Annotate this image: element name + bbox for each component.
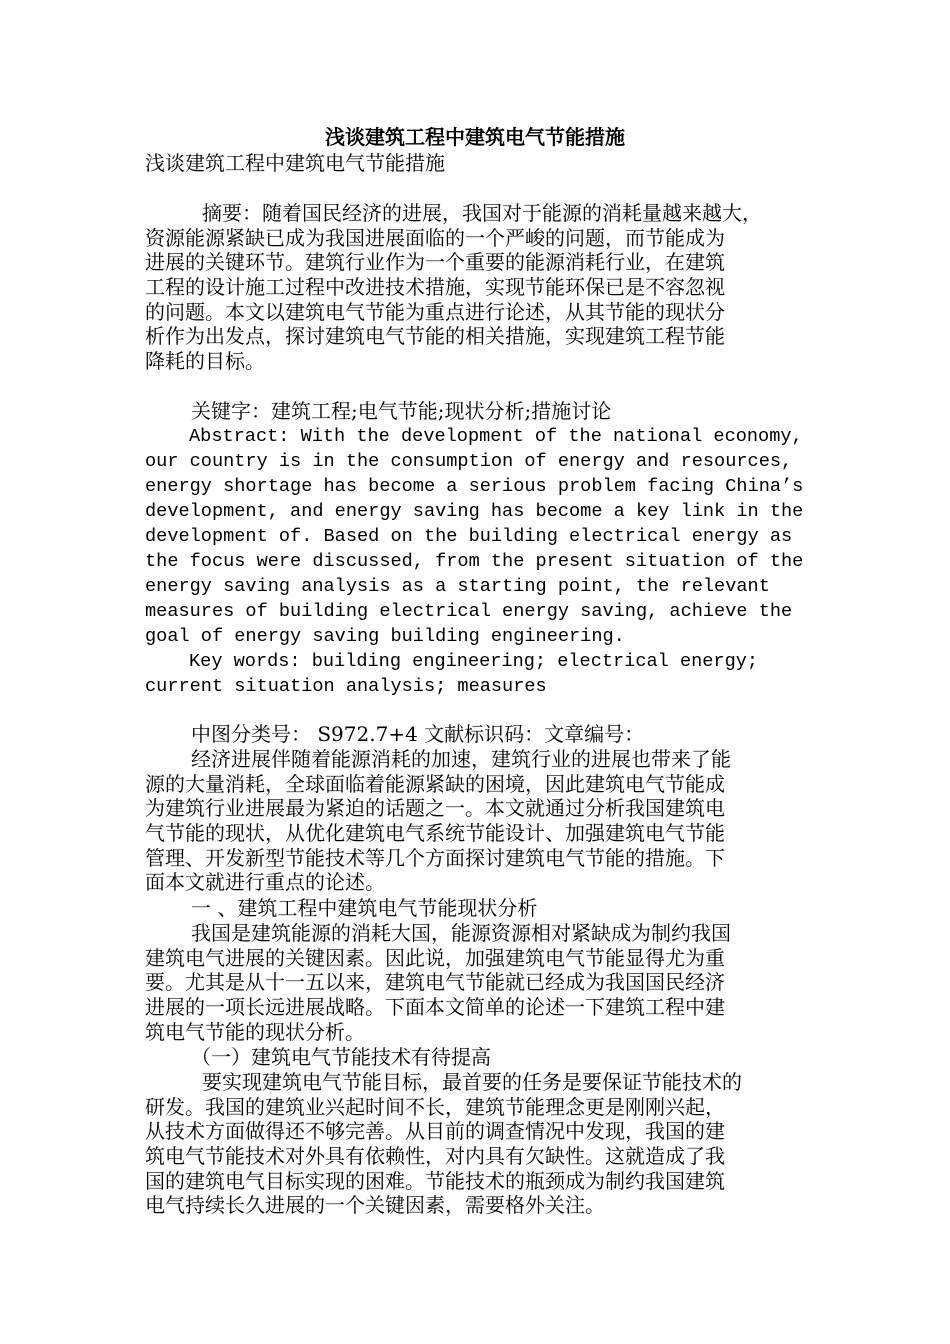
section-line: 要。尤其是从十一五以来，建筑电气节能就已经成为我国国民经济 bbox=[145, 970, 725, 995]
abstract-en-line: energy saving analysis as a starting point, the relevant bbox=[145, 576, 770, 597]
document-title: 浅谈建筑工程中建筑电气节能措施 bbox=[325, 125, 625, 149]
classification-info bbox=[145, 722, 809, 747]
subsection-heading: （一）建筑电气节能技术有待提高 bbox=[191, 1045, 491, 1069]
intro-line: 面本文就进行重点的论述。 bbox=[145, 870, 385, 895]
intro-line: 管理、开发新型节能技术等几个方面探讨建筑电气节能的措施。下 bbox=[145, 845, 725, 870]
subsection-1-body bbox=[145, 1070, 809, 1218]
subsection-line: 要实现建筑电气节能目标，最首要的任务是要保证节能技术的 bbox=[202, 1070, 742, 1094]
abstract-en-line: energy shortage has become a serious problem facing China’s bbox=[145, 476, 804, 497]
section-1-heading bbox=[145, 896, 809, 921]
abstract-en-line: goal of energy saving building engineering. bbox=[145, 626, 625, 647]
abstract-cn-line: 的问题。本文以建筑电气节能为重点进行论述，从其节能的现状分 bbox=[145, 299, 725, 324]
abstract-cn-line: 进展的关键环节。建筑行业作为一个重要的能源消耗行业，在建筑 bbox=[145, 250, 725, 275]
subsection-line: 研发。我国的建筑业兴起时间不长，建筑节能理念更是刚刚兴起， bbox=[145, 1094, 725, 1119]
intro-line: 气节能的现状，从优化建筑电气系统节能设计、加强建筑电气节能 bbox=[145, 821, 725, 846]
intro-line: 源的大量消耗，全球面临着能源紧缺的困境，因此建筑电气节能成 bbox=[145, 771, 725, 796]
keywords-cn-line: 关键字：建筑工程;电气节能;现状分析;措施讨论 bbox=[191, 399, 612, 423]
abstract-en-line: Abstract: With the development of the national economy, bbox=[189, 426, 803, 447]
abstract-en bbox=[145, 424, 809, 699]
classification-line: 中图分类号： S972.7+4 文献标识码：文章编号： bbox=[191, 722, 645, 746]
keywords-en-line: Key words: building engineering; electrical energy; bbox=[189, 651, 759, 672]
abstract-cn-line: 资源能源紧缺已成为我国进展面临的一个严峻的问题，而节能成为 bbox=[145, 225, 725, 250]
subtitle-line: 浅谈建筑工程中建筑电气节能措施 bbox=[145, 151, 445, 175]
subsection-line: 电气持续长久进展的一个关键因素，需要格外关注。 bbox=[145, 1193, 605, 1218]
abstract-en-line: our country is in the consumption of energy and resources, bbox=[145, 451, 793, 472]
abstract-en-line: development, and energy saving has become a key link in the bbox=[145, 501, 804, 522]
abstract-cn-line: 工程的设计施工过程中改进技术措施，实现节能环保已是不容忽视 bbox=[145, 275, 725, 300]
keywords-cn bbox=[145, 399, 809, 424]
intro-line: 经济进展伴随着能源消耗的加速，建筑行业的进展也带来了能 bbox=[191, 747, 731, 771]
section-line: 我国是建筑能源的消耗大国，能源资源相对紧缺成为制约我国 bbox=[191, 921, 731, 945]
abstract-en-line: development of. Based on the building electrical energy as bbox=[145, 526, 793, 547]
intro-line: 为建筑行业进展最为紧迫的话题之一。本文就通过分析我国建筑电 bbox=[145, 796, 725, 821]
abstract-en-line: the focus were discussed, from the present situation of the bbox=[145, 551, 804, 572]
abstract-cn-line: 析作为出发点，探讨建筑电气节能的相关措施，实现建筑工程节能 bbox=[145, 324, 725, 349]
keywords-en-line: current situation analysis; measures bbox=[145, 676, 547, 697]
abstract-cn-line: 摘要：随着国民经济的进展，我国对于能源的消耗量越来越大， bbox=[202, 201, 762, 225]
abstract-cn-line: 降耗的目标。 bbox=[145, 349, 265, 374]
subsection-line: 从技术方面做得还不够完善。从目前的调查情况中发现，我国的建 bbox=[145, 1119, 725, 1144]
intro-paragraph bbox=[145, 747, 809, 895]
section-line: 建筑电气进展的关键因素。因此说，加强建筑电气节能显得尤为重 bbox=[145, 945, 725, 970]
document-subtitle bbox=[145, 151, 809, 176]
abstract-en-line: measures of building electrical energy saving, achieve the bbox=[145, 601, 793, 622]
section-heading: 一 、建筑工程中建筑电气节能现状分析 bbox=[191, 896, 538, 920]
subsection-line: 国的建筑电气目标实现的困难。节能技术的瓶颈成为制约我国建筑 bbox=[145, 1168, 725, 1193]
section-line: 筑电气节能的现状分析。 bbox=[145, 1019, 365, 1044]
subsection-line: 筑电气节能技术对外具有依赖性，对内具有欠缺性。这就造成了我 bbox=[145, 1144, 725, 1169]
abstract-cn bbox=[145, 201, 809, 374]
subsection-1-heading bbox=[145, 1045, 809, 1070]
section-1-body bbox=[145, 921, 809, 1044]
section-line: 进展的一项长远进展战略。下面本文简单的论述一下建筑工程中建 bbox=[145, 995, 725, 1020]
